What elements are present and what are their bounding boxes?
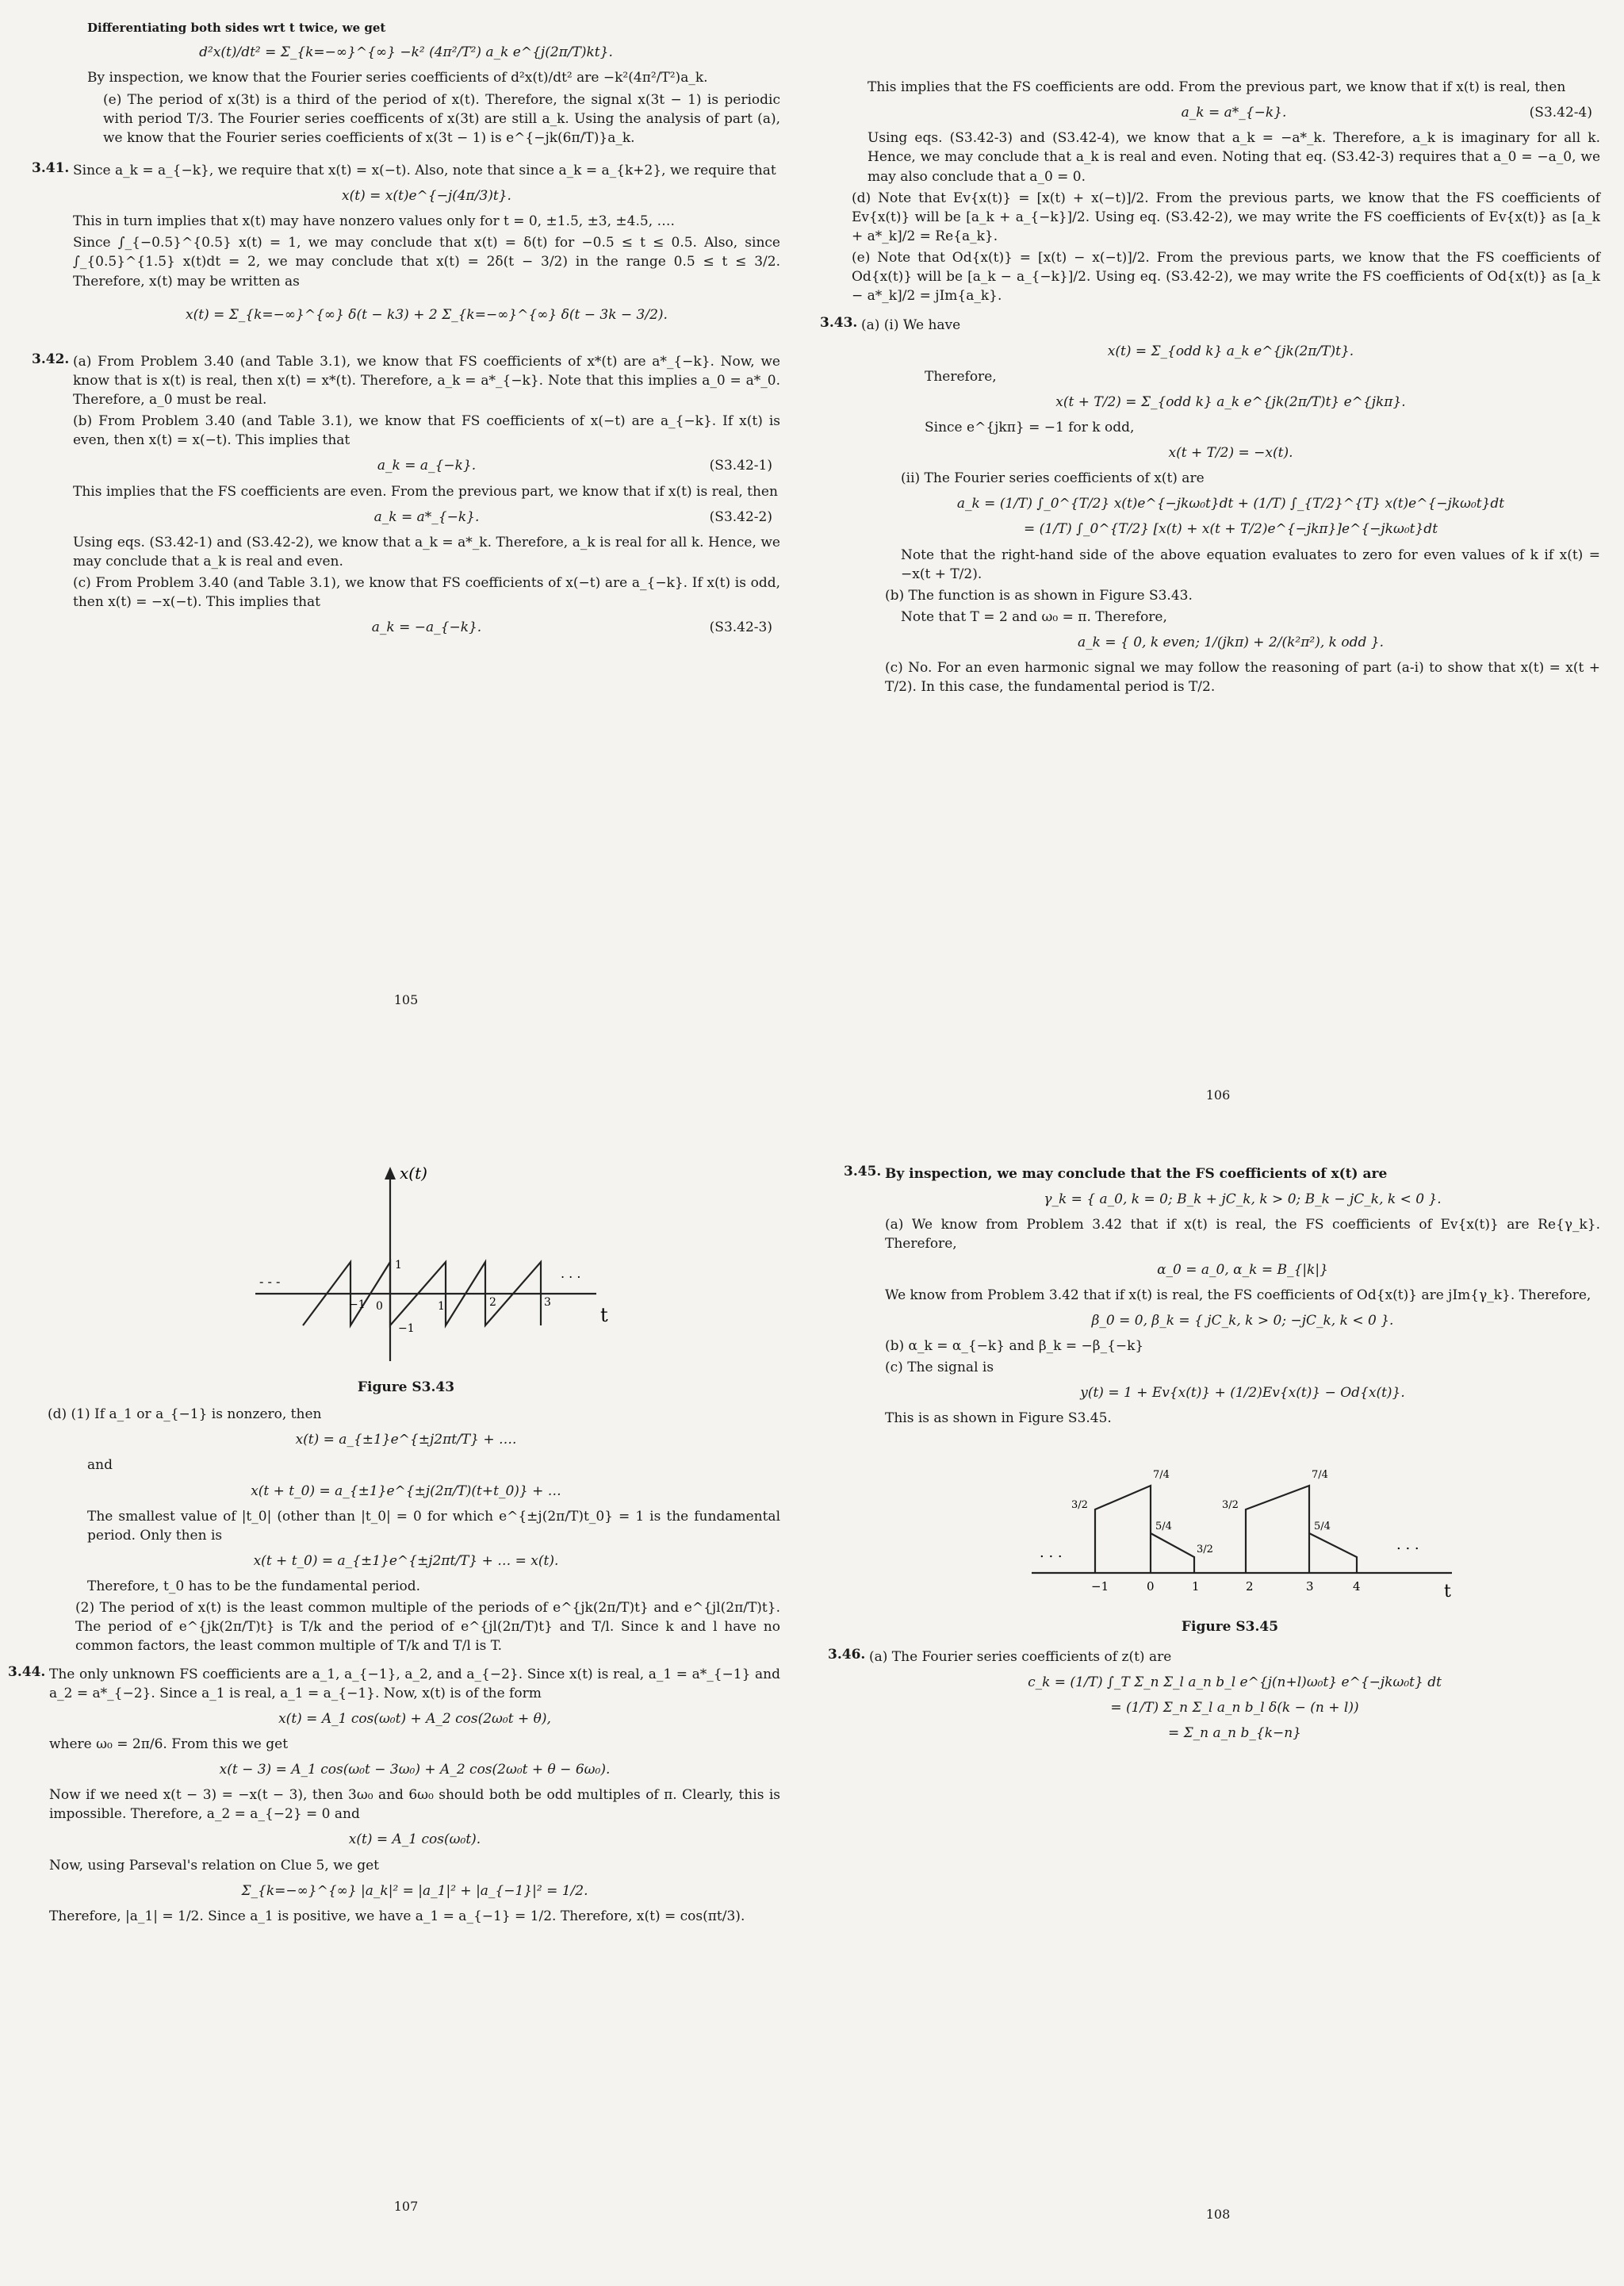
ellipsis-left: - - - [259,1274,281,1289]
paragraph: where ω₀ = 2π/6. From this we get [49,1736,289,1752]
equation [73,508,780,527]
signal-trace [1095,1486,1151,1573]
paragraph: and [87,1457,113,1474]
paragraph: Now, using Parseval's relation on Clue 5, we get [49,1857,379,1874]
equation: y(t) = 1 + Ev{x(t)} + (1/2)Ev{x(t)} − Od{x(t)}. [1080,1385,1405,1402]
y-axis-arrow [385,1167,396,1179]
paragraph: (ii) The Fourier series coefficients of x(t) are [901,470,1205,487]
paragraph: (c) The signal is [885,1360,994,1375]
paragraph: The only unknown FS coefficients are a_1, a_{−1}, a_2, and a_{−2}. Since x(t) is real, a_1 = a*_{−1} and a_2 = a*_{−2}. Since a_1 is real, a_1 = a_{−1}. Now, x(t) is of the form [49,1666,780,1701]
equation-tag: (S3.42-2) [709,508,772,525]
tick-label: 0 [1147,1579,1155,1594]
tick-label: 0 [376,1300,383,1313]
page-number: 106 [1205,1087,1231,1103]
tick-label: −1 [398,1322,415,1335]
level-label: 7/4 [1312,1469,1328,1482]
paragraph: We know from Problem 3.42 that if x(t) is real, the FS coefficients of Od{x(t)} are jIm{γ_k}. Therefore, [885,1287,1591,1303]
equation-tag: (S3.42-1) [709,458,772,474]
problem-number: 3.41. [32,159,70,176]
equation: x(t + t_0) = a_{±1}e^{±j(2π/T)(t+t_0)} + … [251,1482,561,1499]
equation [868,103,1600,122]
page-106 [812,0,1624,1143]
problem-number: 3.43. [820,315,858,332]
tick-label: 2 [489,1296,496,1309]
equation: x(t) = Σ_{odd k} a_k e^{jk(2π/T)t}. [1107,343,1354,359]
paragraph: Since ∫_{−0.5}^{0.5} x(t) = 1, we may conclude that x(t) = δ(t) for −0.5 ≤ t ≤ 0.5. Also, since ∫_{0.5}^{1.5} x(t)dt = 2, we may conclude that x(t) = 2δ(t − 3/2) in the range 0.5 ≤ t ≤ 3/2. Therefore, x(t) may be written as [73,235,780,290]
equation [73,618,780,637]
level-label: 3/2 [1222,1499,1239,1512]
equation: x(t) = Σ_{k=−∞}^{∞} δ(t − k3) + 2 Σ_{k=−∞}^{∞} δ(t − 3k − 3/2). [186,306,668,323]
paragraph: This implies that the FS coefficients are even. From the previous part, we know that if x(t) is real, then [73,483,778,500]
paragraph: (a) (i) We have [861,317,961,334]
ellipsis-right: . . . [1396,1536,1419,1554]
tick-label: −1 [349,1298,366,1311]
problem-number: 3.42. [32,351,70,367]
paragraph: By inspection, we may conclude that the FS coefficients of x(t) are [885,1166,1388,1182]
problem-3-41 [32,159,780,339]
paragraph: Therefore, [925,368,997,385]
equation: γ_k = { a_0, k = 0; B_k + jC_k, k > 0; B_k − jC_k, k < 0 }. [1044,1191,1442,1208]
problem-3-43 [820,313,1600,699]
paragraph: Now if we need x(t − 3) = −x(t − 3), then 3ω₀ and 6ω₀ should both be odd multiples of π. Clearly, this is impossible. Therefore, a_2 = a_{−2} = 0 and [49,1787,780,1823]
tick-label: 1 [1192,1579,1200,1594]
paragraph: Note that the right-hand side of the above equation evaluates to zero for even values of k if x(t) = −x(t + T/2). [901,547,1600,582]
paragraph: (b) α_k = α_{−k} and β_k = −β_{−k} [885,1337,1144,1354]
equation: d²x(t)/dt² = Σ_{k=−∞}^{∞} −k² (4π²/T²) a_k e^{j(2π/T)kt}. [199,44,613,61]
page-number: 108 [1205,2207,1231,2222]
figure-caption: Figure S3.43 [357,1379,455,1395]
signal-trace [1151,1533,1194,1573]
equation: x(t + T/2) = Σ_{odd k} a_k e^{jk(2π/T)t} e^{jkπ}. [1055,393,1406,410]
paragraph: (b) The function is as shown in Figure S3.43. [885,587,1193,604]
paragraph: (a) From Problem 3.40 (and Table 3.1), we know that FS coefficients of x*(t) are a*_{−k}. Now, we know that is x(t) is real, then x(t) = x*(t). Therefore, a_k = a*_{−k}. Note that this implies a_0 = a*_0. Therefore, a_0 must be real. [73,353,780,408]
equation-tag: (S3.42-4) [1529,105,1592,121]
equation [73,456,780,475]
page-number: 105 [393,992,419,1007]
equation: x(t) = x(t)e^{−j(4π/3)t}. [342,188,511,205]
equation: a_k = (1/T) ∫_0^{T/2} x(t)e^{−jkω₀t}dt + (1/T) ∫_{T/2}^{T} x(t)e^{−jkω₀t}dt [956,496,1505,512]
equation: x(t + t_0) = a_{±1}e^{±j2πt/T} + … = x(t). [253,1552,559,1569]
paragraph: (a) The Fourier series coefficients of z(t) are [869,1648,1172,1665]
x-axis-label: t [600,1304,608,1326]
equation: a_k = { 0, k even; 1/(jkπ) + 2/(k²π²), k odd }. [1078,635,1384,650]
ellipsis-left: . . . [1040,1544,1063,1562]
paragraph: (d) (1) If a_1 or a_{−1} is nonzero, then [48,1406,322,1423]
paragraph: This in turn implies that x(t) may have nonzero values only for t = 0, ±1.5, ±3, ±4.5, …. [73,213,675,230]
level-label: 3/2 [1197,1544,1213,1556]
paragraph: (2) The period of x(t) is the least common multiple of the periods of e^{jk(2π/T)t} and e^{jl(2π/T)t}. The period of e^{jk(2π/T)t} is T/k and the period of e^{jl(2π/T)t} and T/l. Since k and l have no common factors, the least common multiple of T/k and T/l is T. [75,1600,780,1655]
equation: x(t + T/2) = −x(t). [1168,445,1293,461]
level-label: 7/4 [1153,1469,1170,1482]
level-label: 3/2 [1071,1499,1088,1512]
equation: x(t) = a_{±1}e^{±j2πt/T} + …. [295,1432,517,1448]
equation: = (1/T) Σ_n Σ_l a_n b_l δ(k − (n + l)) [1110,1699,1359,1716]
x-axis-label: t [1444,1582,1451,1602]
figure-caption: Figure S3.45 [1181,1619,1279,1636]
figure-s3-43 [152,1159,660,1373]
equation-body: a_k = a*_{−k}. [1181,105,1287,121]
equation: x(t) = A_1 cos(ω₀t). [348,1831,481,1848]
equation: Σ_{k=−∞}^{∞} |a_k|² = |a_1|² + |a_{−1}|² = 1/2. [241,1882,588,1899]
tick-label: 1 [438,1300,445,1313]
paragraph: The smallest value of |t_0| (other than |t_0| = 0 for which e^{±j(2π/T)t_0} = 1 is the fundamental period. Only then is [87,1508,780,1544]
paragraph: (e) Note that Od{x(t)} = [x(t) − x(−t)]/2. From the previous parts, we know that the FS coefficients of Od{x(t)} will be [a_k − a_{−k}]/2. Using eq. (S3.42-2), we may write the FS coefficients of Od{x(t)} as [a_k − a*_k]/2 = jIm{a_k}. [852,250,1600,305]
equation: x(t) = A_1 cos(ω₀t) + A_2 cos(2ω₀t + θ), [278,1710,551,1727]
level-label: 5/4 [1155,1521,1172,1533]
figure-s3-45 [984,1438,1476,1613]
equation: = Σ_n a_n b_{k−n} [1167,1724,1302,1741]
paragraph: This implies that the FS coefficients are odd. From the previous part, we know that if x(t) is real, then [868,79,1566,95]
equation-body: a_k = −a_{−k}. [371,619,482,636]
problem-3-45 [844,1162,1600,1430]
paragraph: Therefore, |a_1| = 1/2. Since a_1 is positive, we have a_1 = a_{−1} = 1/2. Therefore, x(t) = cos(πt/3). [49,1908,745,1924]
tick-label: 3 [544,1296,551,1309]
paragraph: (c) From Problem 3.40 (and Table 3.1), we know that FS coefficients of x(−t) are a_{−k}. If x(t) is odd, then x(t) = −x(−t). This implies that [73,575,780,611]
page-105 [0,0,812,1143]
text-line: Differentiating both sides wrt t twice, we get [87,21,386,35]
equation: = (1/T) ∫_0^{T/2} [x(t) + x(t + T/2)e^{−jkπ}]e^{−jkω₀t}dt [1023,521,1438,538]
paragraph: (b) From Problem 3.40 (and Table 3.1), we know that FS coefficients of x(−t) are a_{−k}. If x(t) is even, then x(t) = x(−t). This implies that [73,413,780,449]
paragraph: Since e^{jkπ} = −1 for k odd, [925,419,1135,435]
paragraph: This is as shown in Figure S3.45. [885,1410,1112,1427]
ellipsis-right: . . . [561,1266,581,1281]
paragraph: Therefore, t_0 has to be the fundamental period. [87,1578,421,1594]
problem-number: 3.45. [844,1164,882,1179]
paragraph: By inspection, we know that the Fourier series coefficients of d²x(t)/dt² are −k²(4π²/T²)a_k. [87,70,708,86]
equation-body: a_k = a*_{−k}. [373,508,480,525]
paragraph: (d) Note that Ev{x(t)} = [x(t) + x(−t)]/2. From the previous parts, we know that the FS coefficients of Ev{x(t)} will be [a_k + a_{−k}]/2. Using eq. (S3.42-2), we may write the FS coefficients of Ev{x(t)} as [a_k + a*_k]/2 = Re{a_k}. [852,190,1600,244]
equation-tag: (S3.42-3) [709,619,772,636]
tick-label: 3 [1306,1579,1314,1594]
paragraph: Since a_k = a_{−k}, we require that x(t) = x(−t). Also, note that since a_k = a_{k+2}, we require that [73,162,776,178]
paragraph: (c) No. For an even harmonic signal we may follow the reasoning of part (a-i) to show that x(t) = x(t + T/2). In this case, the fundamental period is T/2. [885,660,1600,696]
tick-label: 4 [1353,1579,1361,1594]
page-108 [812,1143,1624,2286]
problem-number: 3.44. [8,1663,46,1680]
equation: β_0 = 0, β_k = { jC_k, k > 0; −jC_k, k < 0 }. [1091,1312,1394,1329]
equation: x(t − 3) = A_1 cos(ω₀t − 3ω₀) + A_2 cos(2ω₀t + θ − 6ω₀). [219,1762,611,1778]
tick-label: 2 [1246,1579,1254,1594]
problem-3-46 [828,1645,1600,1750]
page-number: 107 [393,2199,419,2214]
paragraph: Note that T = 2 and ω₀ = π. Therefore, [901,608,1167,625]
signal-trace [1246,1486,1309,1573]
paragraph: (a) We know from Problem 3.42 that if x(t) is real, the FS coefficients of Ev{x(t)} are Re{γ_k}. Therefore, [885,1217,1600,1252]
equation-body: a_k = a_{−k}. [377,458,477,474]
tick-label: −1 [1091,1579,1109,1594]
problem-3-42 [32,350,780,644]
signal-trace [1309,1533,1357,1573]
tick-label: 1 [395,1259,402,1271]
equation: c_k = (1/T) ∫_T Σ_n Σ_l a_n b_l e^{j(n+l)ω₀t} e^{−jkω₀t} dt [1028,1674,1442,1690]
level-label: 5/4 [1314,1521,1331,1533]
paragraph: (e) The period of x(3t) is a third of the period of x(t). Therefore, the signal x(3t − 1) is periodic with period T/3. The Fourier series coefficents of x(3t) are still a_k. Using the analysis of part (a), we know that the Fourier series coefficients of x(3t − 1) is e^{−jk(6π/T)}a_k. [103,91,780,146]
equation: α_0 = a_0, α_k = B_{|k|} [1157,1261,1328,1278]
problem-number: 3.46. [828,1646,866,1663]
y-axis-label: x(t) [400,1164,427,1183]
paragraph: Using eqs. (S3.42-1) and (S3.42-2), we know that a_k = a*_k. Therefore, a_k is real for all k. Hence, we may conclude that a_k is real and even. [73,534,780,570]
page-107 [0,1143,812,2286]
problem-3-44 [8,1663,780,1928]
paragraph: Using eqs. (S3.42-3) and (S3.42-4), we know that a_k = −a*_k. Therefore, a_k is imaginary for all k. Hence, we may conclude that a_k is real and even. Noting that eq. (S3.42-3) requires that a_0 = −a_0, we may also conclude that a_0 = 0. [868,130,1600,185]
